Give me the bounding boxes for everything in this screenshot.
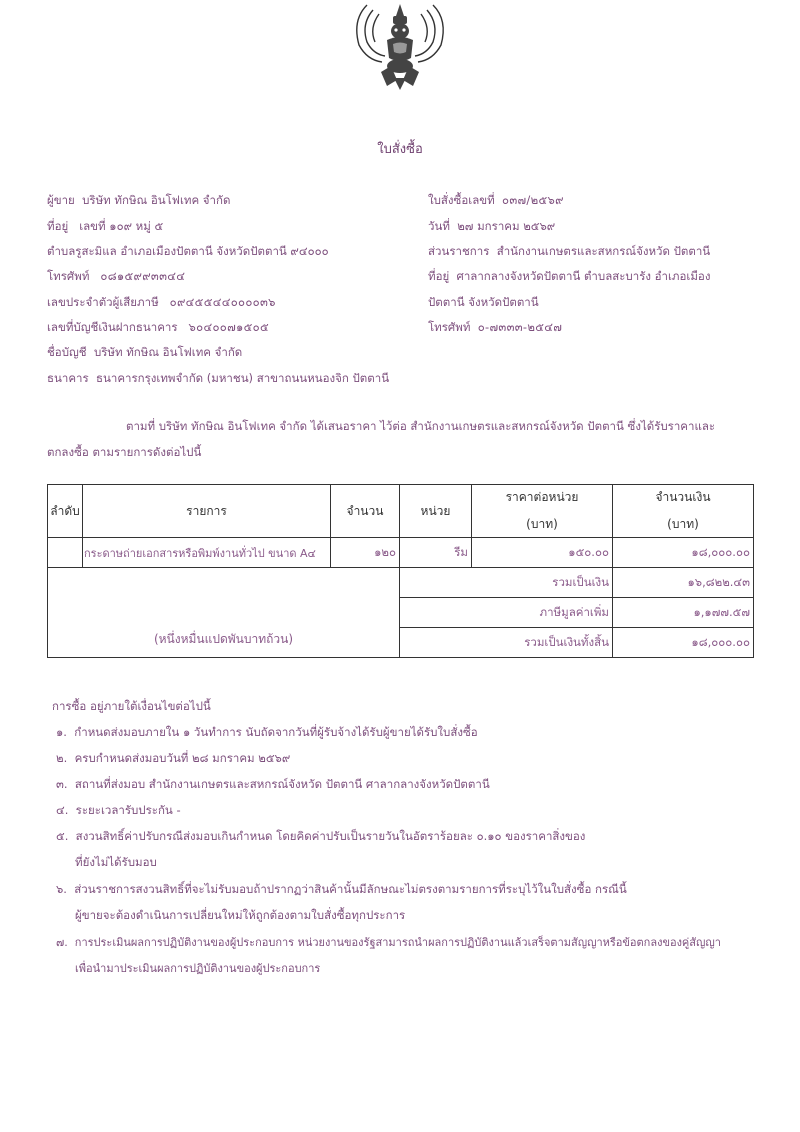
condition-item-1: [56, 724, 478, 742]
seller-account-no-label: เลขที่บัญชีเงินฝากธนาคาร: [47, 320, 178, 334]
seller-phone-row: [47, 269, 185, 283]
header-unit-price-line2: (บาท): [526, 517, 558, 531]
agency-address-line2: ปัตตานี จังหวัดปัตตานี: [428, 295, 539, 309]
agency-phone: ๐-๗๓๓๓-๒๕๔๗: [477, 320, 563, 334]
condition-no: ๓.: [56, 777, 68, 791]
row-amount: ๑๘,๐๐๐.๐๐: [613, 538, 754, 568]
agency-label: ส่วนราชการ: [428, 244, 490, 258]
condition-text: ส่วนราชการสงวนสิทธิ์ที่จะไม่รับมอบถ้าปรากฏว่าสินค้านั้นมีลักษณะไม่ตรงตามรายการที่ระบุไว้ในใบสั่งซื้อ กรณีนี้: [74, 882, 627, 896]
seller-bank-label: ธนาคาร: [47, 371, 89, 385]
subtotal-value: ๑๖,๘๒๒.๔๓: [613, 568, 754, 598]
header-unit-price: [472, 485, 613, 538]
header-qty: จำนวน: [331, 485, 400, 538]
agency-address-row: [428, 269, 710, 283]
condition-item-7: [56, 933, 721, 951]
po-date: ๒๗ มกราคม ๒๕๖๙: [457, 219, 556, 233]
vat-value: ๑,๑๗๗.๕๗: [613, 598, 754, 628]
row-qty: ๑๒๐: [331, 538, 400, 568]
seller-account-no-row: [47, 320, 269, 334]
seller-bank-row: [47, 371, 389, 385]
seller-taxid-row: [47, 295, 276, 309]
document-title: ใบสั่งซื้อ: [377, 142, 423, 157]
intro-line2: ตกลงซื้อ ตามรายการดังต่อไปนี้: [47, 445, 202, 459]
condition-text: ครบกำหนดส่งมอบวันที่ ๒๘ มกราคม ๒๕๖๙: [74, 751, 291, 765]
po-number-label: ใบสั่งซื้อเลขที่: [428, 193, 495, 207]
condition-no: ๔.: [56, 803, 69, 817]
total-in-words: (หนึ่งหมื่นแปดพันบาทถ้วน): [48, 568, 400, 658]
table-row: [48, 538, 754, 568]
seller-address-label: ที่อยู่: [47, 219, 69, 233]
seller-taxid: ๐๙๔๕๕๔๔๐๐๐๐๓๖: [169, 295, 276, 309]
subtotal-row: [48, 568, 754, 598]
header-unit: หน่วย: [400, 485, 472, 538]
seller-name-label: ผู้ขาย: [47, 193, 75, 207]
po-date-row: [428, 219, 555, 233]
seller-taxid-label: เลขประจำตัวผู้เสียภาษี: [47, 295, 159, 309]
condition-text: สถานที่ส่งมอบ สำนักงานเกษตรและสหกรณ์จังหวัด ปัตตานี ศาลากลางจังหวัดปัตตานี: [74, 777, 490, 791]
row-seq: [48, 538, 83, 568]
condition-item-5: [56, 828, 585, 846]
po-number: ๐๓๗/๒๕๖๙: [502, 193, 564, 207]
seller-name: บริษัท ทักษิณ อินโฟเทค จำกัด: [82, 193, 231, 207]
table-header-row: [48, 485, 754, 538]
header-amount-line1: จำนวนเงิน: [655, 490, 711, 504]
agency-row: [428, 244, 710, 258]
condition-item-2: [56, 750, 290, 768]
seller-name-row: [47, 193, 230, 207]
items-table: [47, 484, 754, 658]
condition-item-7-cont: เพื่อนำมาประเมินผลการปฏิบัติงานของผู้ประกอบการ: [75, 962, 321, 975]
header-amount-line2: (บาท): [667, 517, 699, 531]
seller-phone-label: โทรศัพท์: [47, 269, 90, 283]
header-seq: ลำดับ: [48, 485, 83, 538]
total-value: ๑๘,๐๐๐.๐๐: [613, 628, 754, 658]
condition-item-4: [56, 802, 181, 820]
seller-account-no: ๖๐๔๐๐๗๑๕๐๕: [188, 320, 269, 334]
po-number-row: [428, 193, 564, 207]
header-item: รายการ: [83, 485, 331, 538]
seller-phone: ๐๘๑๕๙๙๓๓๔๔: [100, 269, 186, 283]
seller-bank: ธนาคารกรุงเทพจำกัด (มหาชน) สาขาถนนหนองจิก ปัตตานี: [95, 371, 390, 385]
conditions-heading: การซื้อ อยู่ภายใต้เงื่อนไขต่อไปนี้: [52, 699, 211, 713]
condition-item-6: [56, 881, 627, 899]
vat-label: ภาษีมูลค่าเพิ่ม: [400, 598, 613, 628]
agency-address-label: ที่อยู่: [428, 269, 450, 283]
total-label: รวมเป็นเงินทั้งสิ้น: [400, 628, 613, 658]
condition-item-5-cont: ที่ยังไม่ได้รับมอบ: [75, 855, 157, 869]
po-date-label: วันที่: [428, 219, 450, 233]
header-unit-price-line1: ราคาต่อหน่วย: [505, 490, 579, 504]
row-unit-price: ๑๕๐.๐๐: [472, 538, 613, 568]
condition-no: ๖.: [56, 882, 67, 896]
agency-phone-row: [428, 320, 562, 334]
agency-name: สำนักงานเกษตรและสหกรณ์จังหวัด ปัตตานี: [496, 244, 711, 258]
agency-phone-label: โทรศัพท์: [428, 320, 471, 334]
agency-address-line1: ศาลากลางจังหวัดปัตตานี ตำบลสะบารัง อำเภอเมือง: [456, 269, 711, 283]
condition-no: ๒.: [56, 751, 68, 765]
intro-line1: ตามที่ บริษัท ทักษิณ อินโฟเทค จำกัด ได้เสนอราคา ไว้ต่อ สำนักงานเกษตรและสหกรณ์จังหวัด ปัตตานี ซึ่งได้รับราคาและ: [126, 419, 716, 433]
condition-no: ๕.: [56, 829, 69, 843]
seller-account-name-row: [47, 345, 242, 359]
garuda-emblem-icon: [347, 0, 453, 92]
condition-text: การประเมินผลการปฏิบัติงานของผู้ประกอบการ หน่วยงานของรัฐสามารถนำผลการปฏิบัติงานแล้วเสร็จตามสัญญาหรือข้อตกลงของคู่สัญญา: [74, 936, 721, 949]
seller-address-row: [47, 219, 163, 233]
row-item: กระดาษถ่ายเอกสารหรือพิมพ์งานทั่วไป ขนาด A๔: [83, 538, 331, 568]
header-amount: [613, 485, 754, 538]
row-unit: รีม: [400, 538, 472, 568]
seller-address-line2: ตำบลรูสะมิแล อำเภอเมืองปัตตานี จังหวัดปัตตานี ๙๔๐๐๐: [47, 244, 329, 258]
seller-account-name-label: ชื่อบัญชี: [47, 345, 87, 359]
condition-text: สงวนสิทธิ์ค่าปรับกรณีส่งมอบเกินกำหนด โดยคิดค่าปรับเป็นรายวันในอัตราร้อยละ ๐.๑๐ ของราคาสิ่งของ: [75, 829, 586, 843]
condition-text: ระยะเวลารับประกัน -: [75, 803, 181, 817]
seller-address-line1: เลขที่ ๑๐๙ หมู่ ๕: [79, 219, 164, 233]
condition-item-3: [56, 776, 490, 794]
subtotal-label: รวมเป็นเงิน: [400, 568, 613, 598]
condition-text: กำหนดส่งมอบภายใน ๑ วันทำการ นับถัดจากวันที่ผู้รับจ้างได้รับผู้ขายได้รับใบสั่งซื้อ: [74, 725, 478, 739]
condition-item-6-cont: ผู้ขายจะต้องดำเนินการเปลี่ยนใหม่ให้ถูกต้องตามใบสั่งซื้อทุกประการ: [75, 908, 406, 922]
condition-no: ๑.: [56, 725, 67, 739]
condition-no: ๗.: [56, 936, 68, 949]
seller-account-name: บริษัท ทักษิณ อินโฟเทค จำกัด: [93, 345, 243, 359]
